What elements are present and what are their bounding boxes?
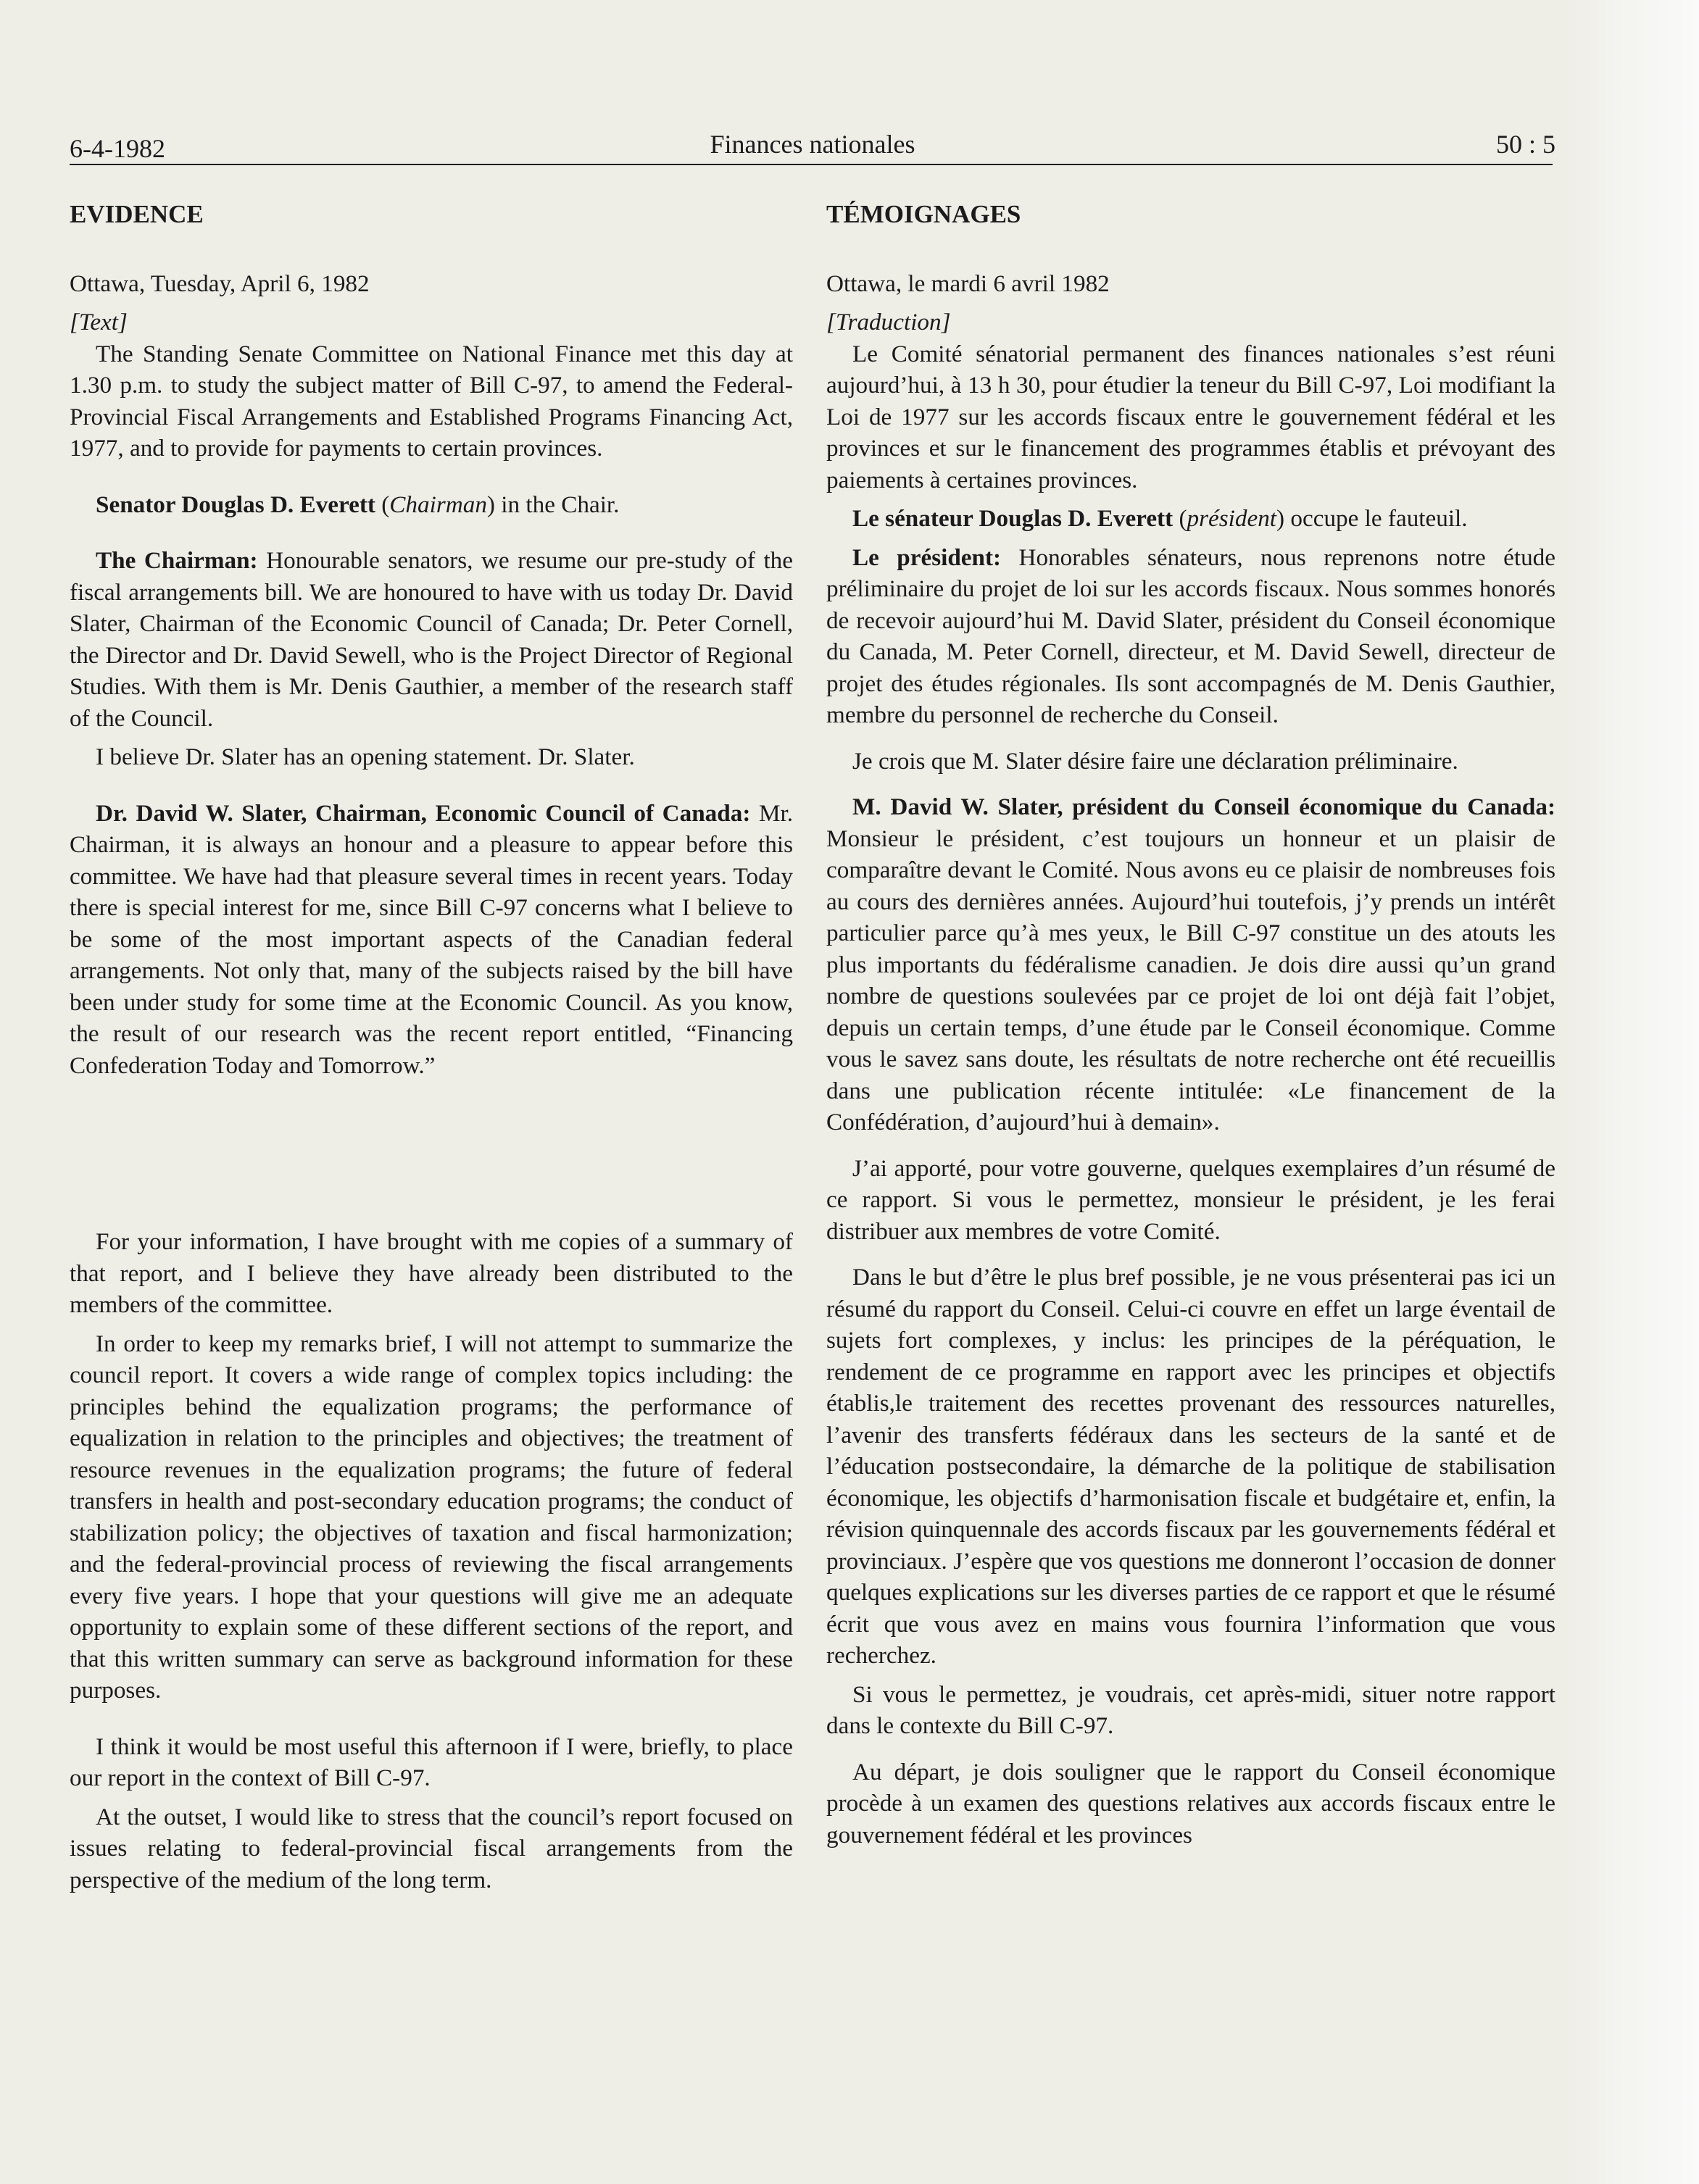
french-column [826,199,1555,1851]
intro-paragraph: Le Comité sénatorial permanent des finances nationales s’est réuni aujourd’hui, à 13 h 30, pour étudier la teneur du Bill C-97, Loi modifiant la Loi de 1977 sur les accords fiscaux entre le gouvernement fédéral et les provinces et sur le financement des programmes établis et prévoyant des paiements à certaines provinces. [826,340,1555,493]
outset-paragraph: At the outset, I would like to stress that the council’s report focused on issues relating to federal-provincial fiscal arrangements from the perspective of the medium of the long term. [70,1803,793,1893]
dateline: Ottawa, Tuesday, April 6, 1982 [70,270,370,297]
header-rule [70,164,1553,165]
slater-paragraph [826,791,1555,1138]
chair-name: Senator Douglas D. Everett [96,491,375,518]
brief-paragraph: Dans le but d’être le plus bref possible, je ne vous présenterai pas ici un résumé du rapport du Conseil. Celui-ci couvre en effet un large éventail de sujets fort complexes, y inclus: les principes de la péréquation, le rendement de ce programme en rapport avec les principes et objectifs établis,le traitement des recettes provenant des ressources naturelles, l’avenir des transferts fédéraux dans les secteurs de la santé et de l’éducation postsecondaire, la démarche de la politique de stabilisation économique, les objectifs d’harmonisation fiscale et budgétaire et, enfin, la révision quinquennale des accords fiscaux par les gouvernements fédéral et provinciaux. J’espère que vos questions me donneront l’occasion de donner quelques explications sur les diverses parties de ce rapport et que le résumé écrit que vous avez en mains vous fournira l’information que vous recherchez. [826,1264,1555,1669]
speech-text: Monsieur le président, c’est toujours un honneur et un plaisir de comparaître devant le Comité. Nous avons eu ce plaisir de nombreuses fois au cours des dernières années. Aujourd’hui toutefois, j’y prends un intérêt particulier parce qu’à mes yeux, le Bill C-97 constitue un des atouts les plus importants du fédéralisme canadien. Je dois dire aussi qu’un grand nombre de questions soulevées par ce projet de loi ont déjà fait l’objet, depuis un certain temps, d’une étude par le Conseil économique. Comme vous le savez sans doute, les résultats de notre recherche ont été recueillis dans une publication récente intitulée: «Le financement de la Confédération, d’aujourd’hui à demain». [826,825,1555,1135]
president-paragraph [826,542,1555,731]
chairman-paragraph [70,545,793,734]
speaker-label: Le président: [852,543,1002,571]
info-paragraph: For your information, I have brought with me copies of a summary of that report, and I believe they have already been distributed to the members of the committee. [70,1228,793,1318]
info-paragraph: J’ai apporté, pour votre gouverne, quelques exemplaires d’un résumé de ce rapport. Si vous le permettez, monsieur le président, je les ferai distribuer aux membres de votre Comité. [826,1154,1555,1245]
header-title: Finances nationales [710,130,915,159]
outset-paragraph: Au départ, je dois souligner que le rapport du Conseil économique procède à un examen des questions relatives aux accords fiscaux entre le gouvernement fédéral et les provinces [826,1758,1555,1849]
speech-text: Honorables sénateurs, nous reprenons notre étude préliminaire du projet de loi sur les accords fiscaux. Nous sommes honorés de recevoir aujourd’hui M. David Slater, président du Conseil économique du Canada, M. Peter Cornell, directeur, et M. David Sewell, directeur de projet des études régionales. Ils sont accompagnés de M. Denis Gauthier, membre du personnel de recherche du Conseil. [826,543,1555,728]
speech-text: Mr. Chairman, it is always an honour and a pleasure to appear before this committee. We have had that pleasure several times in recent years. Today there is special interest for me, since Bill C-97 concerns what I believe to be some of the most important aspects of the Canadian federal arrangements. Not only that, many of the subjects raised by the bill have been under study for some time at the Economic Council. As you know, the result of our research was the recent report entitled, “Financing Confederation Today and Tomorrow.” [70,799,794,1079]
speech-text: Honourable senators, we resume our pre-study of the fiscal arrangements bill. We are honoured to have with us today Dr. David Slater, Chairman of the Economic Council of Canada; Dr. Peter Cornell, the Director and Dr. David Sewell, who is the Project Director of Regional Studies. With them is Mr. Denis Gauthier, a member of the research staff of the Council. [70,547,793,732]
chair-line: Senator Douglas D. Everett (Chairman) in the Chair. [96,491,620,518]
opening-paragraph: Je crois que M. Slater désire faire une déclaration préliminaire. [852,747,1458,775]
chair-suffix: in the Chair. [501,491,620,518]
intro-paragraph: The Standing Senate Committee on National Finance met this day at 1.30 p.m. to study the subject matter of Bill C-97, to amend the Federal-Provincial Fiscal Arrangements and Established Programs Financing Act, 1977, and to provide for payments to certain provinces. [70,340,793,462]
header-date: 6-4-1982 [70,134,165,163]
evidence-heading: EVIDENCE [70,200,204,228]
english-column [70,199,793,1896]
slater-paragraph [70,798,793,1082]
dateline: Ottawa, le mardi 6 avril 1982 [826,270,1110,297]
header-page-number: 50 : 5 [1495,130,1555,159]
temoignages-heading: TÉMOIGNAGES [826,200,1021,228]
speaker-label: M. David W. Slater, président du Conseil économique du Canada: [852,793,1555,820]
chair-name: Le sénateur Douglas D. Everett [852,505,1173,532]
speaker-label: Dr. David W. Slater, Chairman, Economic Council of Canada: [96,799,751,827]
context-paragraph: I think it would be most useful this afternoon if I were, briefly, to place our report in the context of Bill C-97. [70,1733,793,1791]
text-tag: [Text] [70,309,128,335]
chair-role: Chairman [389,491,487,518]
speaker-label: The Chairman: [96,547,258,574]
page-header [70,129,1555,165]
brief-paragraph: In order to keep my remarks brief, I will not attempt to summarize the council report. It covers a wide range of complex topics including: the principles behind the equalization programs; the performance of equalization in relation to the principles and objectives; the treatment of resource revenues in the equalization programs; the future of federal transfers in health and post-secondary education programs; the conduct of stabilization policy; the objectives of taxation and fiscal harmonization; and the federal-provincial process of reviewing the fiscal arrangements every five years. I hope that your questions will give me an adequate opportunity to explain some of these different sections of the report, and that this written summary can serve as background information for these purposes. [70,1330,793,1704]
chair-line: Le sénateur Douglas D. Everett (président) occupe le fauteuil. [852,505,1468,532]
chair-role: président [1187,505,1277,532]
text-tag: [Traduction] [826,309,951,335]
context-paragraph: Si vous le permettez, je voudrais, cet après-midi, situer notre rapport dans le contexte du Bill C-97. [826,1680,1555,1739]
page-edge-shadow [1561,0,1699,2184]
opening-paragraph: I believe Dr. Slater has an opening statement. Dr. Slater. [96,743,635,770]
chair-suffix: occupe le fauteuil. [1290,505,1468,532]
